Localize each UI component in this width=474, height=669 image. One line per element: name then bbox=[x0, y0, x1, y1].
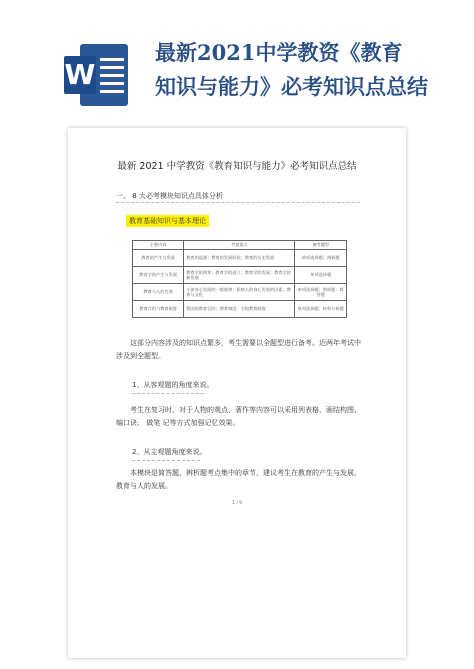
table-cell: 教育的起源；教育的发展阶段；教育的历史发展 bbox=[184, 250, 295, 267]
subheading-subjective: 2、从主观题角度来说。 bbox=[132, 448, 207, 456]
table-header-row bbox=[133, 241, 347, 250]
divider bbox=[132, 393, 204, 394]
paragraph: 本模块是简答题、辨析题考点集中的章节，建议考生在教育的产生与发展、教育与人的发展。 bbox=[116, 469, 361, 490]
table-cell: 单项选择题 bbox=[295, 267, 347, 284]
table-cell: 单项选择题；辨析题 bbox=[295, 250, 347, 267]
table-cell: 教育学的产生与发展 bbox=[133, 267, 184, 284]
title-line-1: 最新2021中学教资《教育 bbox=[155, 40, 403, 65]
table-cell: 教育学的萌芽；教育学的创立；教育学的发展；教育学的新发展 bbox=[184, 267, 295, 284]
table-cell: 个体身心发展的一般规律；影响人的身心发展的因素；教育与文化 bbox=[184, 284, 295, 301]
table-row bbox=[133, 301, 347, 318]
table-row bbox=[133, 250, 347, 267]
table-header: 备考题型 bbox=[295, 241, 347, 250]
divider bbox=[132, 460, 200, 461]
table-cell: 教育的产生与发展 bbox=[133, 250, 184, 267]
word-icon bbox=[64, 42, 130, 108]
subheading-objective: 1、从客观题的角度来说。 bbox=[132, 381, 214, 389]
document-title: 最新 2021 中学教资《教育知识与能力》必考知识点总结 bbox=[117, 161, 357, 172]
table-cell: 教育目的与教育制度 bbox=[133, 301, 184, 318]
page-title bbox=[155, 36, 455, 104]
table-row bbox=[133, 267, 347, 284]
table-row bbox=[133, 284, 347, 301]
paragraph: 这部分内容涉及的知识点繁多，考生需要以全题型进行备考。近两年考试中涉及到全题型。 bbox=[116, 339, 361, 360]
table-cell: 单项选择题；辨析题；简答题 bbox=[295, 284, 347, 301]
page-number: 1 / 9 bbox=[231, 501, 243, 506]
table-header: 主要内容 bbox=[133, 241, 184, 250]
header-banner bbox=[0, 0, 474, 120]
paragraph: 考生在复习时，对于人物的观点、著作等内容可以采用列表格、画结构图、编口诀、 做笔 记等方式加强记忆效果。 bbox=[116, 406, 361, 427]
knowledge-table bbox=[132, 240, 347, 318]
document-preview[interactable] bbox=[68, 128, 406, 658]
title-line-2: 知识与能力》必考知识点总结 bbox=[155, 74, 428, 99]
table-cell: 教育与人的发展 bbox=[133, 284, 184, 301]
table-header: 考查重点 bbox=[184, 241, 295, 250]
word-icon-letter: W bbox=[64, 56, 96, 94]
highlighted-heading: 教育基础知识与基本理论 bbox=[126, 215, 209, 227]
section-heading-1: 一、 8 大必考模块知识点具体分析 bbox=[116, 192, 223, 200]
table-cell: 我国的教育目的；教育制度；学校教育制度 bbox=[184, 301, 295, 318]
divider bbox=[116, 202, 360, 203]
table-cell: 单项选择题；材料分析题 bbox=[295, 301, 347, 318]
